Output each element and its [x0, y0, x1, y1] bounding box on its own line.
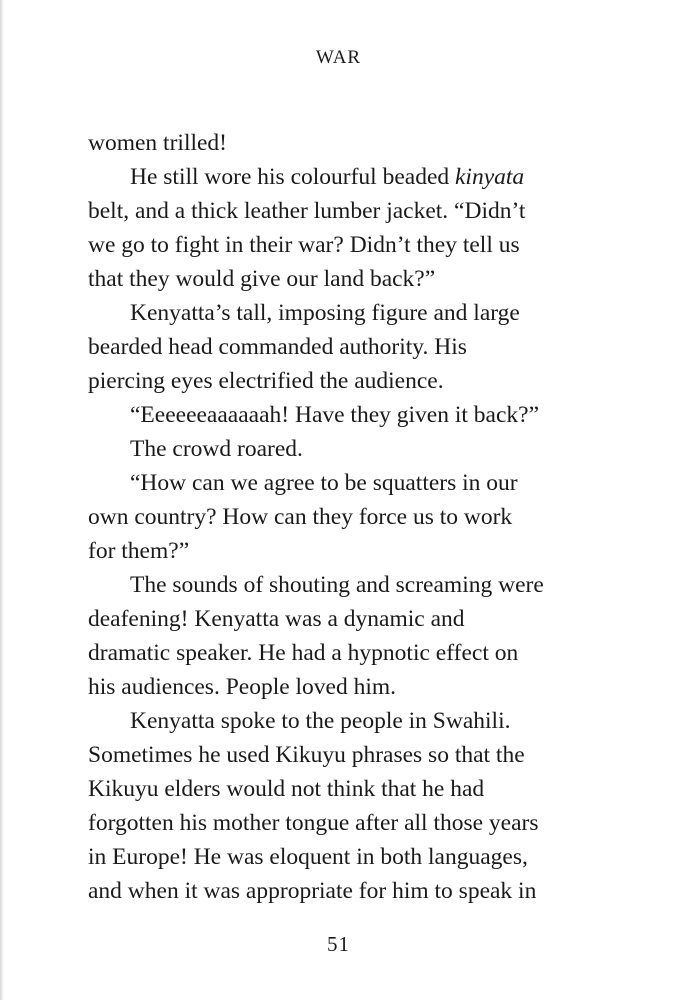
- text-line: belt, and a thick leather lumber jacket. “Didn’t: [88, 198, 526, 224]
- text-segment: He still wore his colourful beaded: [130, 164, 455, 190]
- text-line: we go to fight in their war? Didn’t they tell us: [88, 232, 520, 258]
- text-line: deafening! Kenyatta was a dynamic and: [88, 606, 465, 632]
- page-number: 51: [327, 932, 350, 956]
- text-line: women trilled!: [88, 130, 228, 156]
- text-line: his audiences. People loved him.: [88, 674, 397, 700]
- text-line: piercing eyes electrified the audience.: [88, 368, 444, 394]
- text-line: own country? How can they force us to work: [88, 504, 513, 530]
- running-head: WAR: [315, 47, 362, 68]
- text-line: dramatic speaker. He had a hypnotic effect on: [88, 640, 519, 666]
- text-line: [88, 160, 588, 194]
- text-line: Sometimes he used Kikuyu phrases so that the: [88, 742, 525, 768]
- text-line: forgotten his mother tongue after all those years: [88, 810, 539, 836]
- text-line: The sounds of shouting and screaming were: [130, 572, 544, 598]
- text-line: “Eeeeeeaaaaaah! Have they given it back?”: [130, 402, 540, 428]
- text-line: Kenyatta spoke to the people in Swahili.: [130, 708, 511, 734]
- text-line: bearded head commanded authority. His: [88, 334, 467, 360]
- text-line: for them?”: [88, 538, 190, 564]
- text-line: The crowd roared.: [130, 436, 303, 462]
- text-line: and when it was appropriate for him to speak in: [88, 878, 537, 904]
- body-text: [88, 126, 588, 908]
- text-line: in Europe! He was eloquent in both languages,: [88, 844, 528, 870]
- page-edge-shadow: [0, 0, 4, 1000]
- text-line: Kenyatta’s tall, imposing figure and large: [130, 300, 520, 326]
- text-line: “How can we agree to be squatters in our: [130, 470, 518, 496]
- text-line: Kikuyu elders would not think that he had: [88, 776, 485, 802]
- text-line: that they would give our land back?”: [88, 266, 436, 292]
- italic-word: kinyata: [455, 164, 525, 190]
